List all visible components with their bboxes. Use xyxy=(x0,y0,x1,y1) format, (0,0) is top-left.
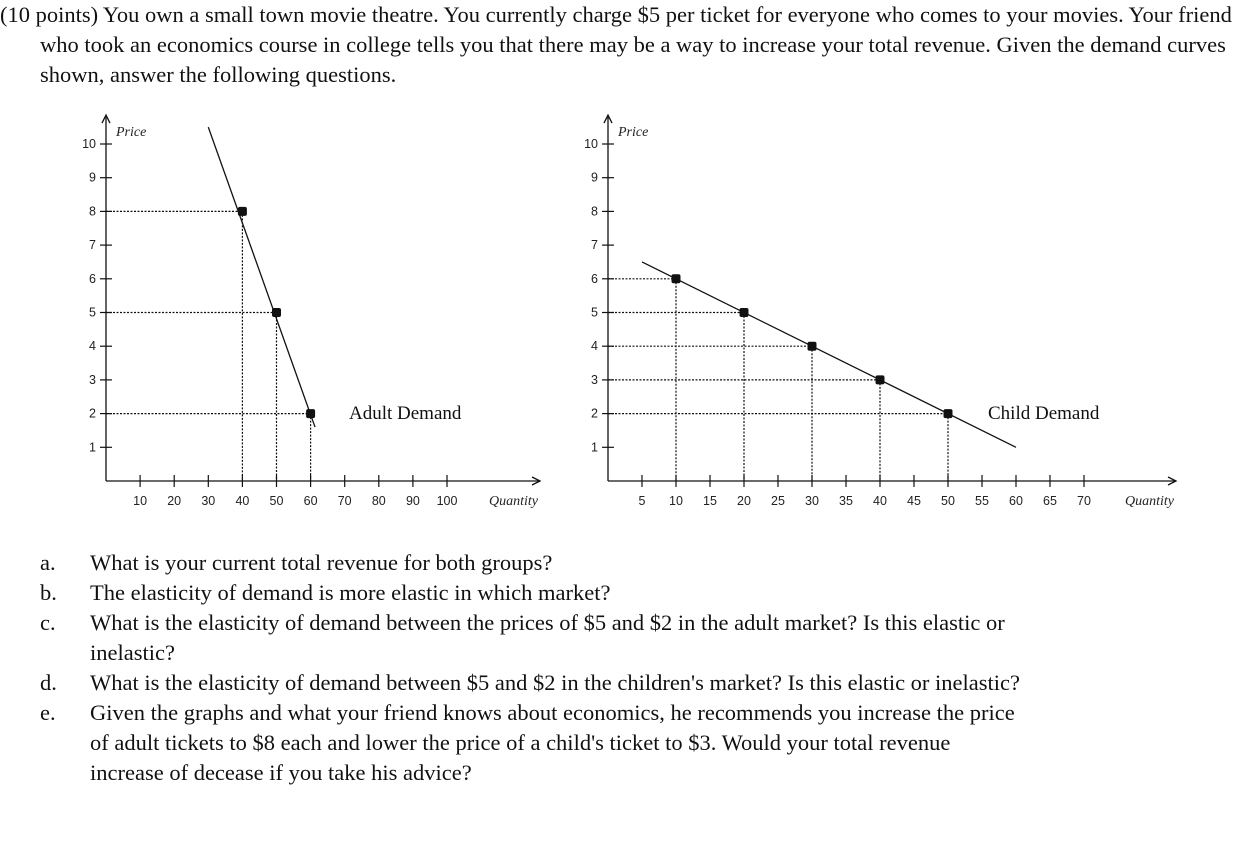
x-tick-label: 70 xyxy=(337,494,352,508)
question-letter: d. xyxy=(40,670,57,695)
question-b xyxy=(0,578,1240,608)
question-a xyxy=(0,548,1240,578)
x-tick-label: 10 xyxy=(669,494,683,508)
question-text: What is the elasticity of demand between $5 and $2 in the children's market? Is this elastic or inelastic? xyxy=(90,670,1021,695)
data-point xyxy=(272,308,281,317)
y-tick-label: 1 xyxy=(89,440,96,455)
question-text: What is your current total revenue for both groups? xyxy=(90,550,553,575)
y-tick-label: 2 xyxy=(591,406,598,421)
y-tick-label: 8 xyxy=(89,204,96,219)
y-tick-label: 7 xyxy=(591,238,598,253)
y-tick-label: 4 xyxy=(591,339,598,354)
x-tick-label: 40 xyxy=(235,494,250,508)
y-tick-label: 10 xyxy=(584,137,598,151)
x-tick-label: 20 xyxy=(737,494,751,508)
question-text: Given the graphs and what your friend knows about economics, he recommends you increase the price of adult tickets to $8 each and lower the price of a child's ticket to $3. Would your total revenue increase of decease if you take his advice? xyxy=(90,700,1015,785)
data-point xyxy=(672,274,681,283)
x-tick-label: 70 xyxy=(1077,494,1091,508)
data-point xyxy=(944,409,953,418)
x-tick-label: 5 xyxy=(638,494,646,508)
question-list xyxy=(0,548,1240,788)
y-tick-label: 10 xyxy=(82,137,96,151)
demand-curve-line xyxy=(642,262,1016,447)
data-point xyxy=(876,375,885,384)
y-tick-label: 9 xyxy=(89,170,96,185)
y-tick-label: 3 xyxy=(591,372,598,387)
x-tick-label: 35 xyxy=(839,494,853,508)
y-tick-label: 3 xyxy=(89,372,96,387)
y-axis-label: Price xyxy=(116,125,147,140)
x-tick-label: 10 xyxy=(133,494,148,508)
x-tick-label: 65 xyxy=(1043,494,1057,508)
question-letter: e. xyxy=(40,700,56,725)
demand-curve-label: Adult Demand xyxy=(349,403,462,424)
question-text: What is the elasticity of demand between the prices of $5 and $2 in the adult market? Is this elastic or inelastic? xyxy=(90,610,1005,665)
y-tick-label: 6 xyxy=(591,271,598,286)
question-d xyxy=(0,668,1240,698)
demand-curve-label: Child Demand xyxy=(988,403,1100,424)
x-tick-label: 40 xyxy=(873,494,887,508)
question-c xyxy=(0,608,1240,668)
y-tick-label: 9 xyxy=(591,170,598,185)
child-demand-chart xyxy=(572,112,1192,522)
x-tick-label: 25 xyxy=(771,494,785,508)
x-tick-label: 80 xyxy=(371,494,386,508)
question-letter: c. xyxy=(40,610,56,635)
y-tick-label: 5 xyxy=(89,305,96,320)
y-tick-label: 4 xyxy=(89,339,96,354)
data-point xyxy=(238,207,247,216)
x-tick-label: 30 xyxy=(805,494,819,508)
question-letter: a. xyxy=(40,550,56,575)
y-tick-label: 8 xyxy=(591,204,598,219)
x-tick-label: 60 xyxy=(1009,494,1023,508)
x-tick-label: 60 xyxy=(303,494,318,508)
y-tick-label: 5 xyxy=(591,305,598,320)
x-tick-label: 55 xyxy=(975,494,989,508)
x-tick-label: 45 xyxy=(907,494,921,508)
y-tick-label: 7 xyxy=(89,238,96,253)
question-text: The elasticity of demand is more elastic in which market? xyxy=(90,580,611,605)
x-tick-label: 50 xyxy=(941,494,955,508)
data-point xyxy=(306,409,315,418)
y-tick-label: 6 xyxy=(89,271,96,286)
demand-curve-line xyxy=(208,127,315,427)
problem-intro-text: (10 points) You own a small town movie theatre. You currently charge $5 per ticket for everyone who comes to your movies. Your friend who took an economics course in college tells you that there may be a way to increase your total revenue. Given the demand curves shown, answer the following questions. xyxy=(0,2,1232,87)
x-axis-label: Quantity xyxy=(1125,494,1174,509)
x-tick-label: 30 xyxy=(201,494,216,508)
x-tick-label: 20 xyxy=(167,494,182,508)
x-tick-label: 90 xyxy=(405,494,420,508)
x-tick-label: 50 xyxy=(269,494,284,508)
data-point xyxy=(740,308,749,317)
question-letter: b. xyxy=(40,580,57,605)
y-axis-label: Price xyxy=(618,125,649,140)
y-tick-label: 1 xyxy=(591,440,598,455)
data-point xyxy=(808,342,817,351)
y-tick-label: 2 xyxy=(89,406,96,421)
adult-demand-chart xyxy=(70,112,550,522)
x-tick-label: 100 xyxy=(436,494,458,508)
problem-intro xyxy=(0,0,1240,90)
question-e xyxy=(0,698,1240,788)
x-axis-label: Quantity xyxy=(489,494,538,509)
x-tick-label: 15 xyxy=(703,494,717,508)
